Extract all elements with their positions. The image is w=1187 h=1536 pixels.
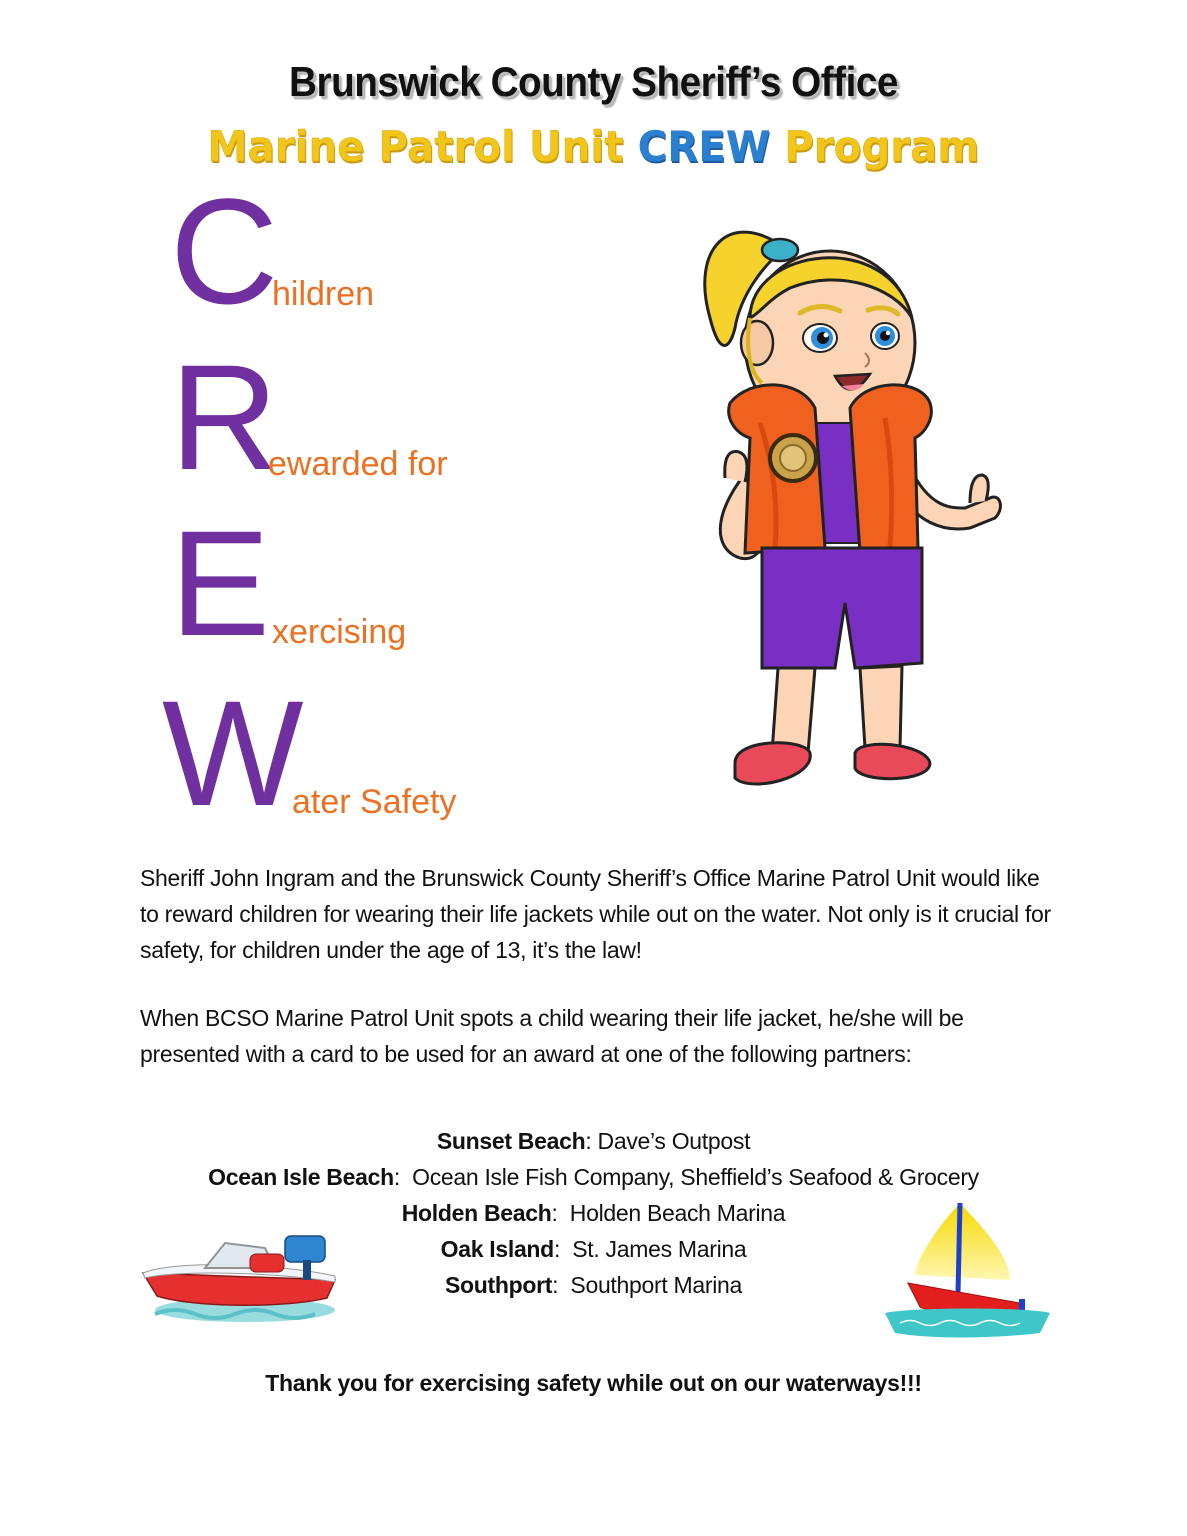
acronym-letter: C — [170, 167, 279, 335]
partner-location: Holden Beach — [401, 1200, 552, 1226]
thank-you-message: Thank you for exercising safety while out on our waterways!!! — [265, 1370, 922, 1396]
partner-location: Sunset Beach — [436, 1128, 586, 1154]
partner-location: Southport — [444, 1272, 553, 1298]
program-subtitle — [24, 122, 1164, 171]
partner-item — [0, 1123, 1187, 1159]
page-title: Brunswick County Sheriff’s Office — [289, 58, 898, 105]
mascot-girl-illustration — [690, 208, 1010, 793]
subtitle-suffix: Program — [770, 122, 980, 171]
partner-names: St. James Marina — [572, 1236, 747, 1262]
partner-location: Ocean Isle Beach — [208, 1164, 394, 1190]
motorboat-icon — [135, 1228, 345, 1328]
subtitle-prefix: Marine Patrol Unit — [207, 122, 638, 171]
partner-separator: : — [551, 1200, 570, 1226]
sailboat-icon — [870, 1195, 1055, 1340]
partner-separator: : — [552, 1272, 571, 1298]
award-paragraph: When BCSO Marine Patrol Unit spots a child wearing their life jacket, he/she will be presented with a card to be used for an award at one of the following partners: — [140, 1005, 964, 1067]
acronym-word: hildren — [272, 275, 375, 313]
acronym-word: ater Safety — [292, 783, 457, 821]
acronym-letter: R — [170, 333, 279, 501]
partner-separator: : — [553, 1236, 573, 1262]
subtitle-crew: CREW — [637, 122, 771, 171]
partner-separator: : — [393, 1164, 413, 1190]
partner-names: Dave’s Outpost — [597, 1128, 751, 1154]
partner-names: Southport Marina — [570, 1272, 743, 1298]
acronym-letter: E — [170, 499, 271, 667]
acronym-word: ewarded for — [268, 445, 448, 483]
acronym-word: xercising — [272, 613, 407, 651]
partner-names: Holden Beach Marina — [569, 1200, 786, 1226]
intro-paragraph: Sheriff John Ingram and the Brunswick County Sheriff’s Office Marine Patrol Unit would like to reward children for wearing their life jackets while out on the water. Not only is it crucial for safety, for children under the age of 13, it’s the law! — [140, 865, 1051, 963]
partner-names: Ocean Isle Fish Company, Sheffield’s Seafood & Grocery — [412, 1164, 979, 1190]
acronym-letter: W — [162, 669, 304, 837]
partner-location: Oak Island — [440, 1236, 554, 1262]
partner-separator: : — [585, 1128, 598, 1154]
partner-item — [0, 1159, 1187, 1195]
